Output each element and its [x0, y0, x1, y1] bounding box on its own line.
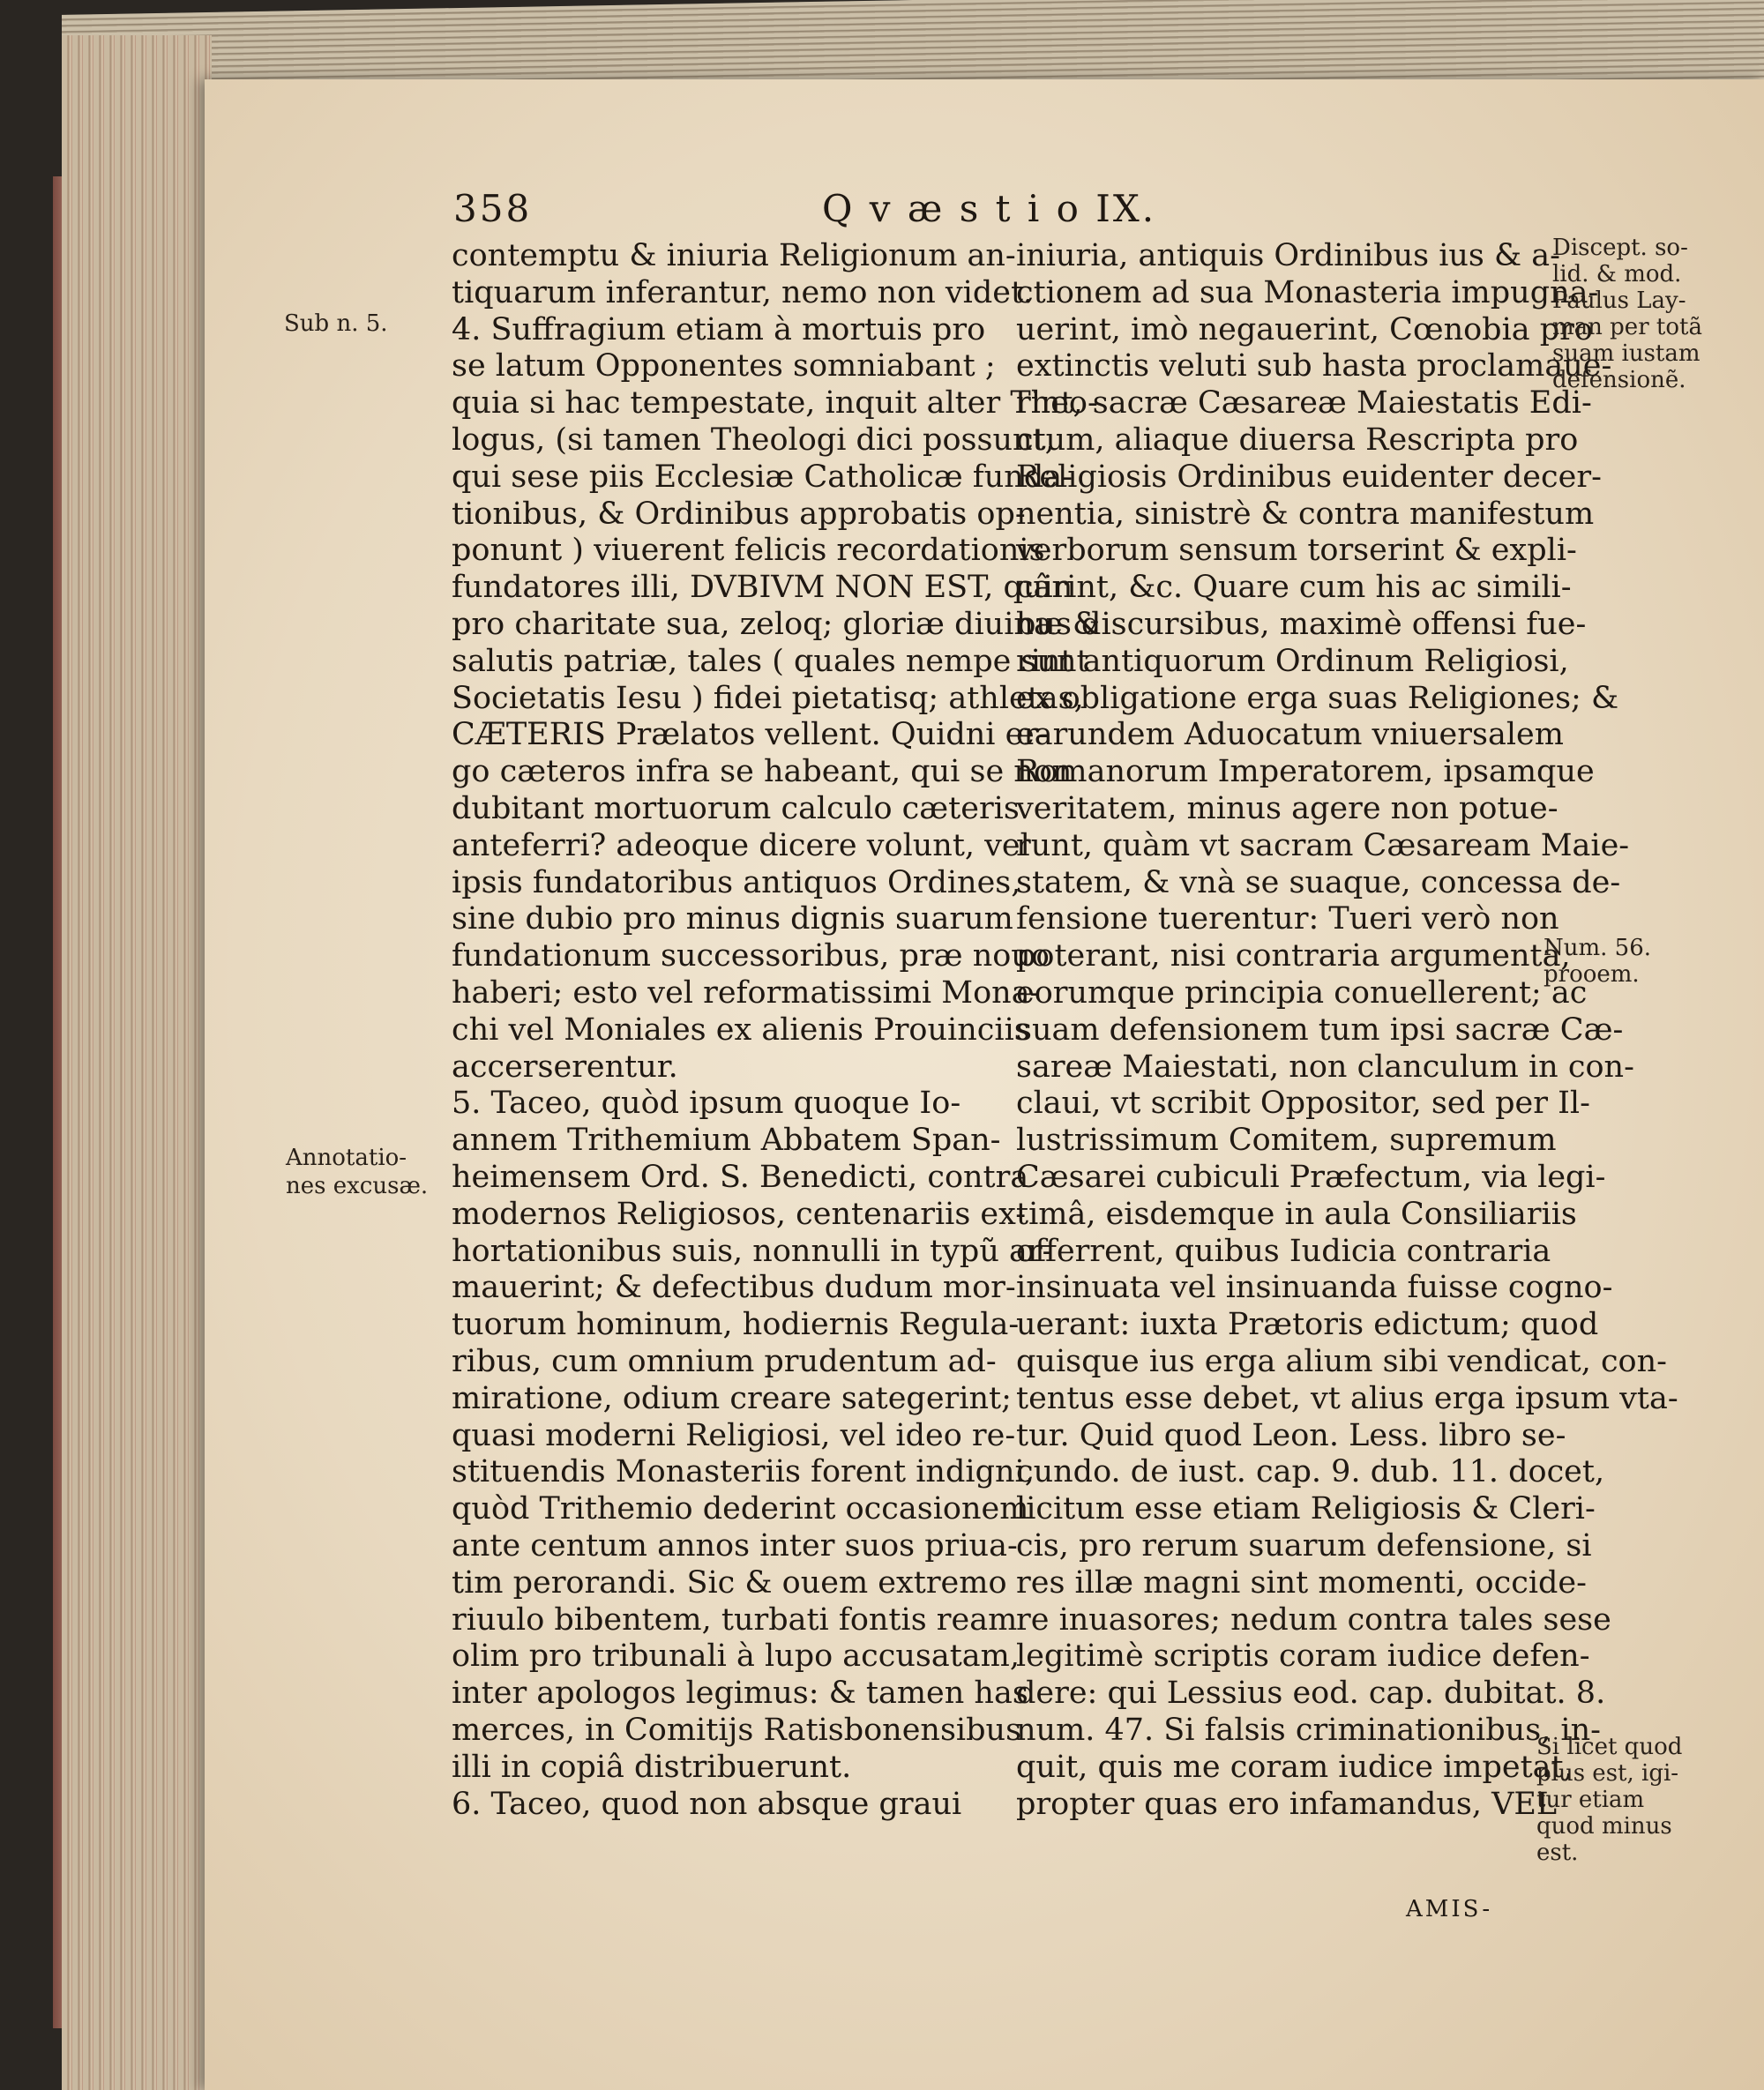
- text-line: runt, quàm vt sacram Cæsaream Maie-: [1016, 827, 1630, 863]
- margin-note-line: quod minus: [1536, 1813, 1672, 1840]
- text-line: rint, sacræ Cæsareæ Maiestatis Edi-: [1016, 385, 1592, 422]
- text-line: timâ, eisdemque in aula Consiliariis: [1016, 1196, 1577, 1232]
- text-line: ipsis fundatoribus antiquos Ordines,: [452, 864, 1021, 900]
- text-line: logus, (si tamen Theologi dici possunt,: [452, 422, 1055, 458]
- text-line: miratione, odium creare sategerint;: [452, 1380, 1012, 1416]
- text-line: veritatem, minus agere non potue-: [1016, 791, 1558, 826]
- text-line: cârint, &c. Quare cum his ac simili-: [1016, 570, 1572, 606]
- text-line: nentia, sinistrè & contra manifestum: [1016, 496, 1595, 532]
- text-line: sine dubio pro minus dignis suarum: [452, 901, 1013, 937]
- margin-note-line: Num. 56.: [1544, 935, 1652, 961]
- text-line: lustrissimum Comitem, supremum: [1016, 1123, 1557, 1159]
- text-line: offerrent, quibus Iudicia contraria: [1016, 1233, 1551, 1269]
- text-line: quasi moderni Religiosi, vel ideo re-: [452, 1417, 1016, 1453]
- text-line: 4. Suffragium etiam à mortuis pro: [452, 311, 986, 347]
- text-line: extinctis veluti sub hasta proclamaue-: [1016, 348, 1612, 384]
- text-line: heimensem Ord. S. Benedicti, contra: [452, 1160, 1029, 1195]
- text-line: statem, & vnà se suaque, concessa de-: [1016, 864, 1621, 900]
- text-line: anteferri? adeoque dicere volunt, vel: [452, 827, 1030, 863]
- margin-note-sub: Sub n. 5.: [284, 310, 388, 337]
- text-line: verborum sensum torserint & expli-: [1016, 533, 1577, 569]
- text-line: cis, pro rerum suarum defensione, si: [1016, 1528, 1592, 1564]
- text-line: chi vel Moniales ex alienis Prouinciis: [452, 1011, 1030, 1048]
- text-line: illi in copiâ distribuerunt.: [452, 1749, 852, 1785]
- text-line: eorumque principia conuellerent; ac: [1016, 975, 1588, 1011]
- margin-note-line: man per totã: [1552, 314, 1702, 340]
- text-line: se latum Opponentes somniabant ;: [452, 348, 996, 384]
- text-line: salutis patriæ, tales ( quales nempe sunt: [452, 643, 1089, 679]
- text-line: ribus, cum omnium prudentum ad-: [452, 1344, 997, 1379]
- text-line: tionibus, & Ordinibus approbatis op-: [452, 496, 1026, 532]
- margin-note-line: Paulus Lay-: [1552, 287, 1686, 314]
- catchword: AMIS-: [1406, 1896, 1493, 1922]
- book-page: [205, 79, 1764, 2090]
- text-line: licitum esse etiam Religiosis & Cleri-: [1016, 1491, 1596, 1527]
- text-line: cundo. de iust. cap. 9. dub. 11. docet,: [1016, 1454, 1605, 1490]
- text-line: claui, vt scribit Oppositor, sed per Il-: [1016, 1086, 1590, 1122]
- text-line: Romanorum Imperatorem, ipsamque: [1016, 754, 1595, 790]
- running-title: Q v æ s t i o IX.: [822, 187, 1157, 230]
- text-line: sareæ Maiestati, non clanculum in con-: [1016, 1049, 1634, 1085]
- text-line: go cæteros infra se habeant, qui se non: [452, 754, 1073, 790]
- text-line: poterant, nisi contraria argumenta,: [1016, 938, 1571, 974]
- text-line: iniuria, antiquis Ordinibus ius & a-: [1016, 238, 1560, 273]
- margin-note-line: suam iustam: [1552, 340, 1700, 367]
- text-line: ctionem ad sua Monasteria impugna-: [1016, 274, 1599, 310]
- text-line: pro charitate sua, zeloq; gloriæ diuinæ &: [452, 607, 1101, 642]
- margin-note-line: defensionẽ.: [1552, 367, 1686, 393]
- text-line: dubitant mortuorum calculo cæteris: [452, 791, 1020, 826]
- page-number: 358: [453, 187, 533, 230]
- margin-note-line: Si licet quod: [1536, 1734, 1683, 1760]
- text-line: ex obligatione erga suas Religiones; &: [1016, 680, 1619, 716]
- text-line: qui sese piis Ecclesiæ Catholicæ funda-: [452, 459, 1073, 495]
- text-line: riuulo bibentem, turbati fontis ream: [452, 1601, 1018, 1638]
- text-line: Societatis Iesu ) fidei pietatisq; athletas,: [452, 680, 1084, 716]
- text-line: res illæ magni sint momenti, occide-: [1016, 1564, 1587, 1601]
- margin-note-line: lid. & mod.: [1552, 261, 1682, 287]
- text-line: propter quas ero infamandus, VEL: [1016, 1786, 1558, 1822]
- page-stack-left: [62, 35, 212, 2090]
- text-line: uerint, imò negauerint, Cœnobia pro: [1016, 311, 1593, 347]
- text-line: tim perorandi. Sic & ouem extremo: [452, 1564, 1007, 1601]
- margin-note-annotationes-1: Annotatio-: [286, 1145, 407, 1171]
- margin-note-line: tur etiam: [1536, 1787, 1645, 1813]
- text-line: tur. Quid quod Leon. Less. libro se-: [1016, 1417, 1566, 1453]
- text-line: Religiosis Ordinibus euidenter decer-: [1016, 459, 1602, 495]
- text-line: mauerint; & defectibus dudum mor-: [452, 1270, 1016, 1306]
- text-line: earundem Aduocatum vniuersalem: [1016, 717, 1564, 753]
- text-line: ante centum annos inter suos priua-: [452, 1528, 1018, 1564]
- text-line: modernos Religiosos, centenariis ex-: [452, 1196, 1027, 1232]
- text-line: ctum, aliaque diuersa Rescripta pro: [1016, 422, 1579, 458]
- margin-note-line: est.: [1536, 1840, 1579, 1866]
- margin-note-line: plus est, igi-: [1536, 1760, 1679, 1787]
- text-line: dere: qui Lessius eod. cap. dubitat. 8.: [1016, 1676, 1606, 1712]
- text-line: quòd Trithemio dederint occasionem: [452, 1491, 1029, 1527]
- text-line: tuorum hominum, hodiernis Regula-: [452, 1307, 1020, 1343]
- text-line: hortationibus suis, nonnulli in typũ ar-: [452, 1233, 1053, 1269]
- text-line: legitimè scriptis coram iudice defen-: [1016, 1638, 1590, 1675]
- text-line: contemptu & iniuria Religionum an-: [452, 238, 1016, 273]
- margin-note-line: prooem.: [1544, 961, 1640, 988]
- text-line: haberi; esto vel reformatissimi Mona-: [452, 975, 1041, 1011]
- text-line: tiquarum inferantur, nemo non videt.: [452, 274, 1034, 310]
- text-line: suam defensionem tum ipsi sacræ Cæ-: [1016, 1011, 1624, 1048]
- text-line: rint antiquorum Ordinum Religiosi,: [1016, 643, 1569, 679]
- text-line: merces, in Comitijs Ratisbonensibus: [452, 1713, 1022, 1748]
- text-line: CÆTERIS Prælatos vellent. Quidni er-: [452, 717, 1049, 753]
- text-line: Cæsarei cubiculi Præfectum, via legi-: [1016, 1160, 1606, 1195]
- text-line: 6. Taceo, quod non absque graui: [452, 1786, 962, 1822]
- text-line: tentus esse debet, vt alius erga ipsum vta-: [1016, 1380, 1678, 1416]
- text-line: olim pro tribunali à lupo accusatam,: [452, 1638, 1020, 1675]
- text-line: uerant: iuxta Prætoris edictum; quod: [1016, 1307, 1599, 1343]
- text-line: accerserentur.: [452, 1049, 678, 1085]
- text-line: re inuasores; nedum contra tales sese: [1016, 1601, 1611, 1638]
- text-line: annem Trithemium Abbatem Span-: [452, 1123, 1001, 1159]
- text-line: quia si hac tempestate, inquit alter Theo-: [452, 385, 1098, 422]
- text-line: ponunt ) viuerent felicis recordationis: [452, 533, 1045, 569]
- text-line: fundatores illi, DVBIVM NON EST, quin: [452, 570, 1073, 606]
- text-line: quisque ius erga alium sibi vendicat, con-: [1016, 1344, 1667, 1379]
- text-line: bus discursibus, maximè offensi fue-: [1016, 607, 1587, 642]
- text-line: quit, quis me coram iudice impetat,: [1016, 1749, 1573, 1785]
- text-line: fundationum successoribus, præ nouo: [452, 938, 1050, 974]
- margin-note-line: Discept. so-: [1552, 235, 1688, 261]
- text-line: inter apologos legimus: & tamen has: [452, 1676, 1028, 1712]
- text-line: stituendis Monasteriis forent indigni,: [452, 1454, 1035, 1490]
- text-line: num. 47. Si falsis criminationibus, in-: [1016, 1713, 1601, 1748]
- margin-note-annotationes-2: nes excusæ.: [286, 1173, 429, 1199]
- text-line: insinuata vel insinuanda fuisse cogno-: [1016, 1270, 1613, 1306]
- text-line: fensione tuerentur: Tueri verò non: [1016, 901, 1559, 937]
- text-line: 5. Taceo, quòd ipsum quoque Io-: [452, 1086, 961, 1122]
